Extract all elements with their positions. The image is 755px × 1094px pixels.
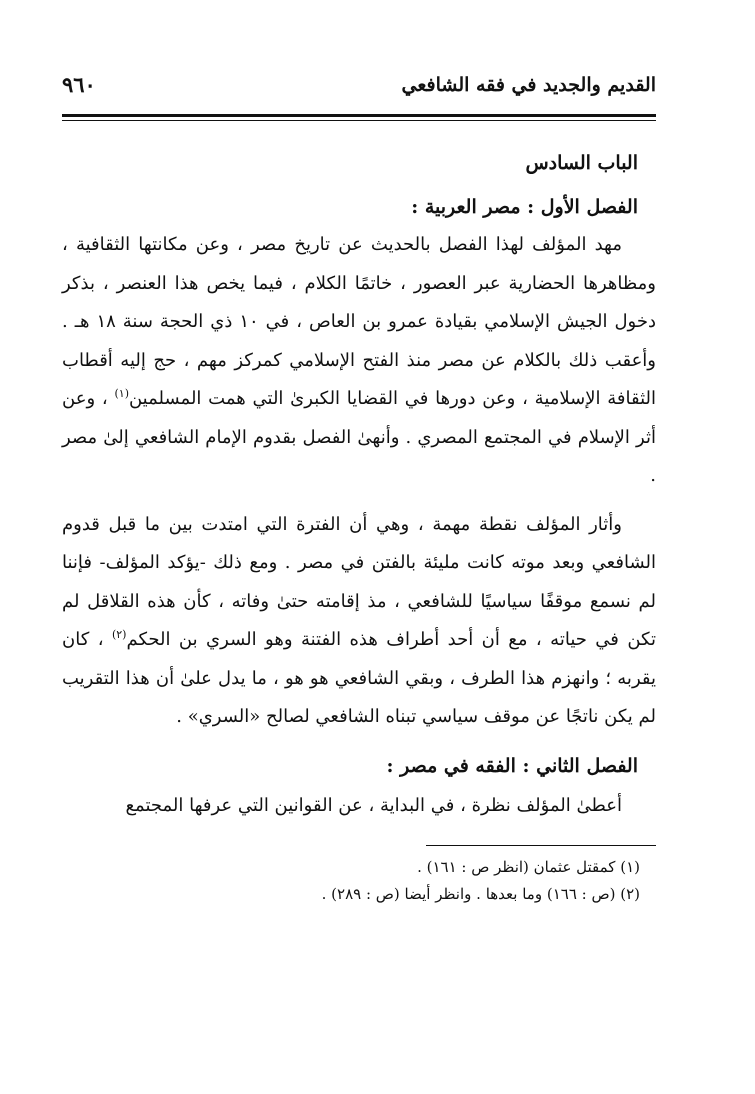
chapter1-text-before-note: مهد المؤلف لهذا الفصل بالحديث عن تاريخ مصر ، وعن مكانتها الثقافية ، ومظاهرها الحضارية عبر العصور ، خاتمًا الكلام ، فيما يخص هذا العنصر ، بذكر دخول الجيش الإسلامي بقيادة عمرو بن العاص ، في ١٠ ذي الحجة سنة ١٨ هـ . وأعقب ذلك بالكلام عن مصر منذ الفتح الإسلامي كمركز مهم ، حج إليه أقطاب الثقافة الإسلامية ، وعن دورها في القضايا الكبرىٰ التي همت المسلمين (62, 234, 657, 409)
footnote-separator (426, 845, 656, 846)
book-page (62, 70, 656, 1050)
part-heading: الباب السادس (525, 152, 638, 174)
chapter1-text-after-note: ، وعن أثر الإسلام في المجتمع المصري . وأنهىٰ الفصل بقدوم الإمام الشافعي إلىٰ مصر . (62, 388, 656, 486)
paragraph2-text-after-note: ، كان يقربه ؛ وانهزم هذا الطرف ، وبقي الشافعي هو هو ، ما يدل علىٰ أن هذا التقريب لم يكن ناتجًا عن موقف سياسي تبناه الشافعي لصالح «السري» . (62, 629, 656, 727)
chapter1-paragraph (62, 226, 656, 496)
footnote-ref-1[interactable]: (١) (114, 387, 129, 400)
footnote-ref-2[interactable]: (٢) (111, 628, 127, 641)
running-header-title: القديم والجديد في فقه الشافعي (401, 74, 656, 96)
chapter1-heading: الفصل الأول : مصر العربية : (411, 196, 638, 218)
page-number: ٩٦٠ (62, 72, 96, 97)
footnote-2: (٢) (ص : ١٦٦) وما بعدها . وانظر أيضا (ص : ٢٨٩) . (321, 885, 640, 903)
footnotes (62, 854, 656, 908)
chapter2-paragraph: أعطىٰ المؤلف نظرة ، في البداية ، عن القوانين التي عرفها المجتمع (125, 794, 622, 816)
header-rule-thin (62, 120, 656, 121)
paragraph-2 (62, 506, 656, 737)
chapter2-heading: الفصل الثاني : الفقه في مصر : (386, 754, 638, 777)
paragraph2-text-before-note: وأثار المؤلف نقطة مهمة ، وهي أن الفترة التي امتدت بين ما قبل قدوم الشافعي وبعد موته كانت مليئة بالفتن في مصر . ومع ذلك -يؤكد المؤلف- فإننا لم نسمع موقفًا سياسيًا للشافعي ، مذ إقامته حتىٰ وفاته ، كأن هذه القلاقل لم تكن في حياته ، مع أن أحد أطراف هذه الفتنة وهو السري بن الحكم (62, 513, 656, 650)
running-header (62, 70, 656, 120)
header-rule-thick (62, 114, 656, 117)
footnote-1: (١) كمقتل عثمان (انظر ص : ١٦١) . (417, 858, 640, 876)
